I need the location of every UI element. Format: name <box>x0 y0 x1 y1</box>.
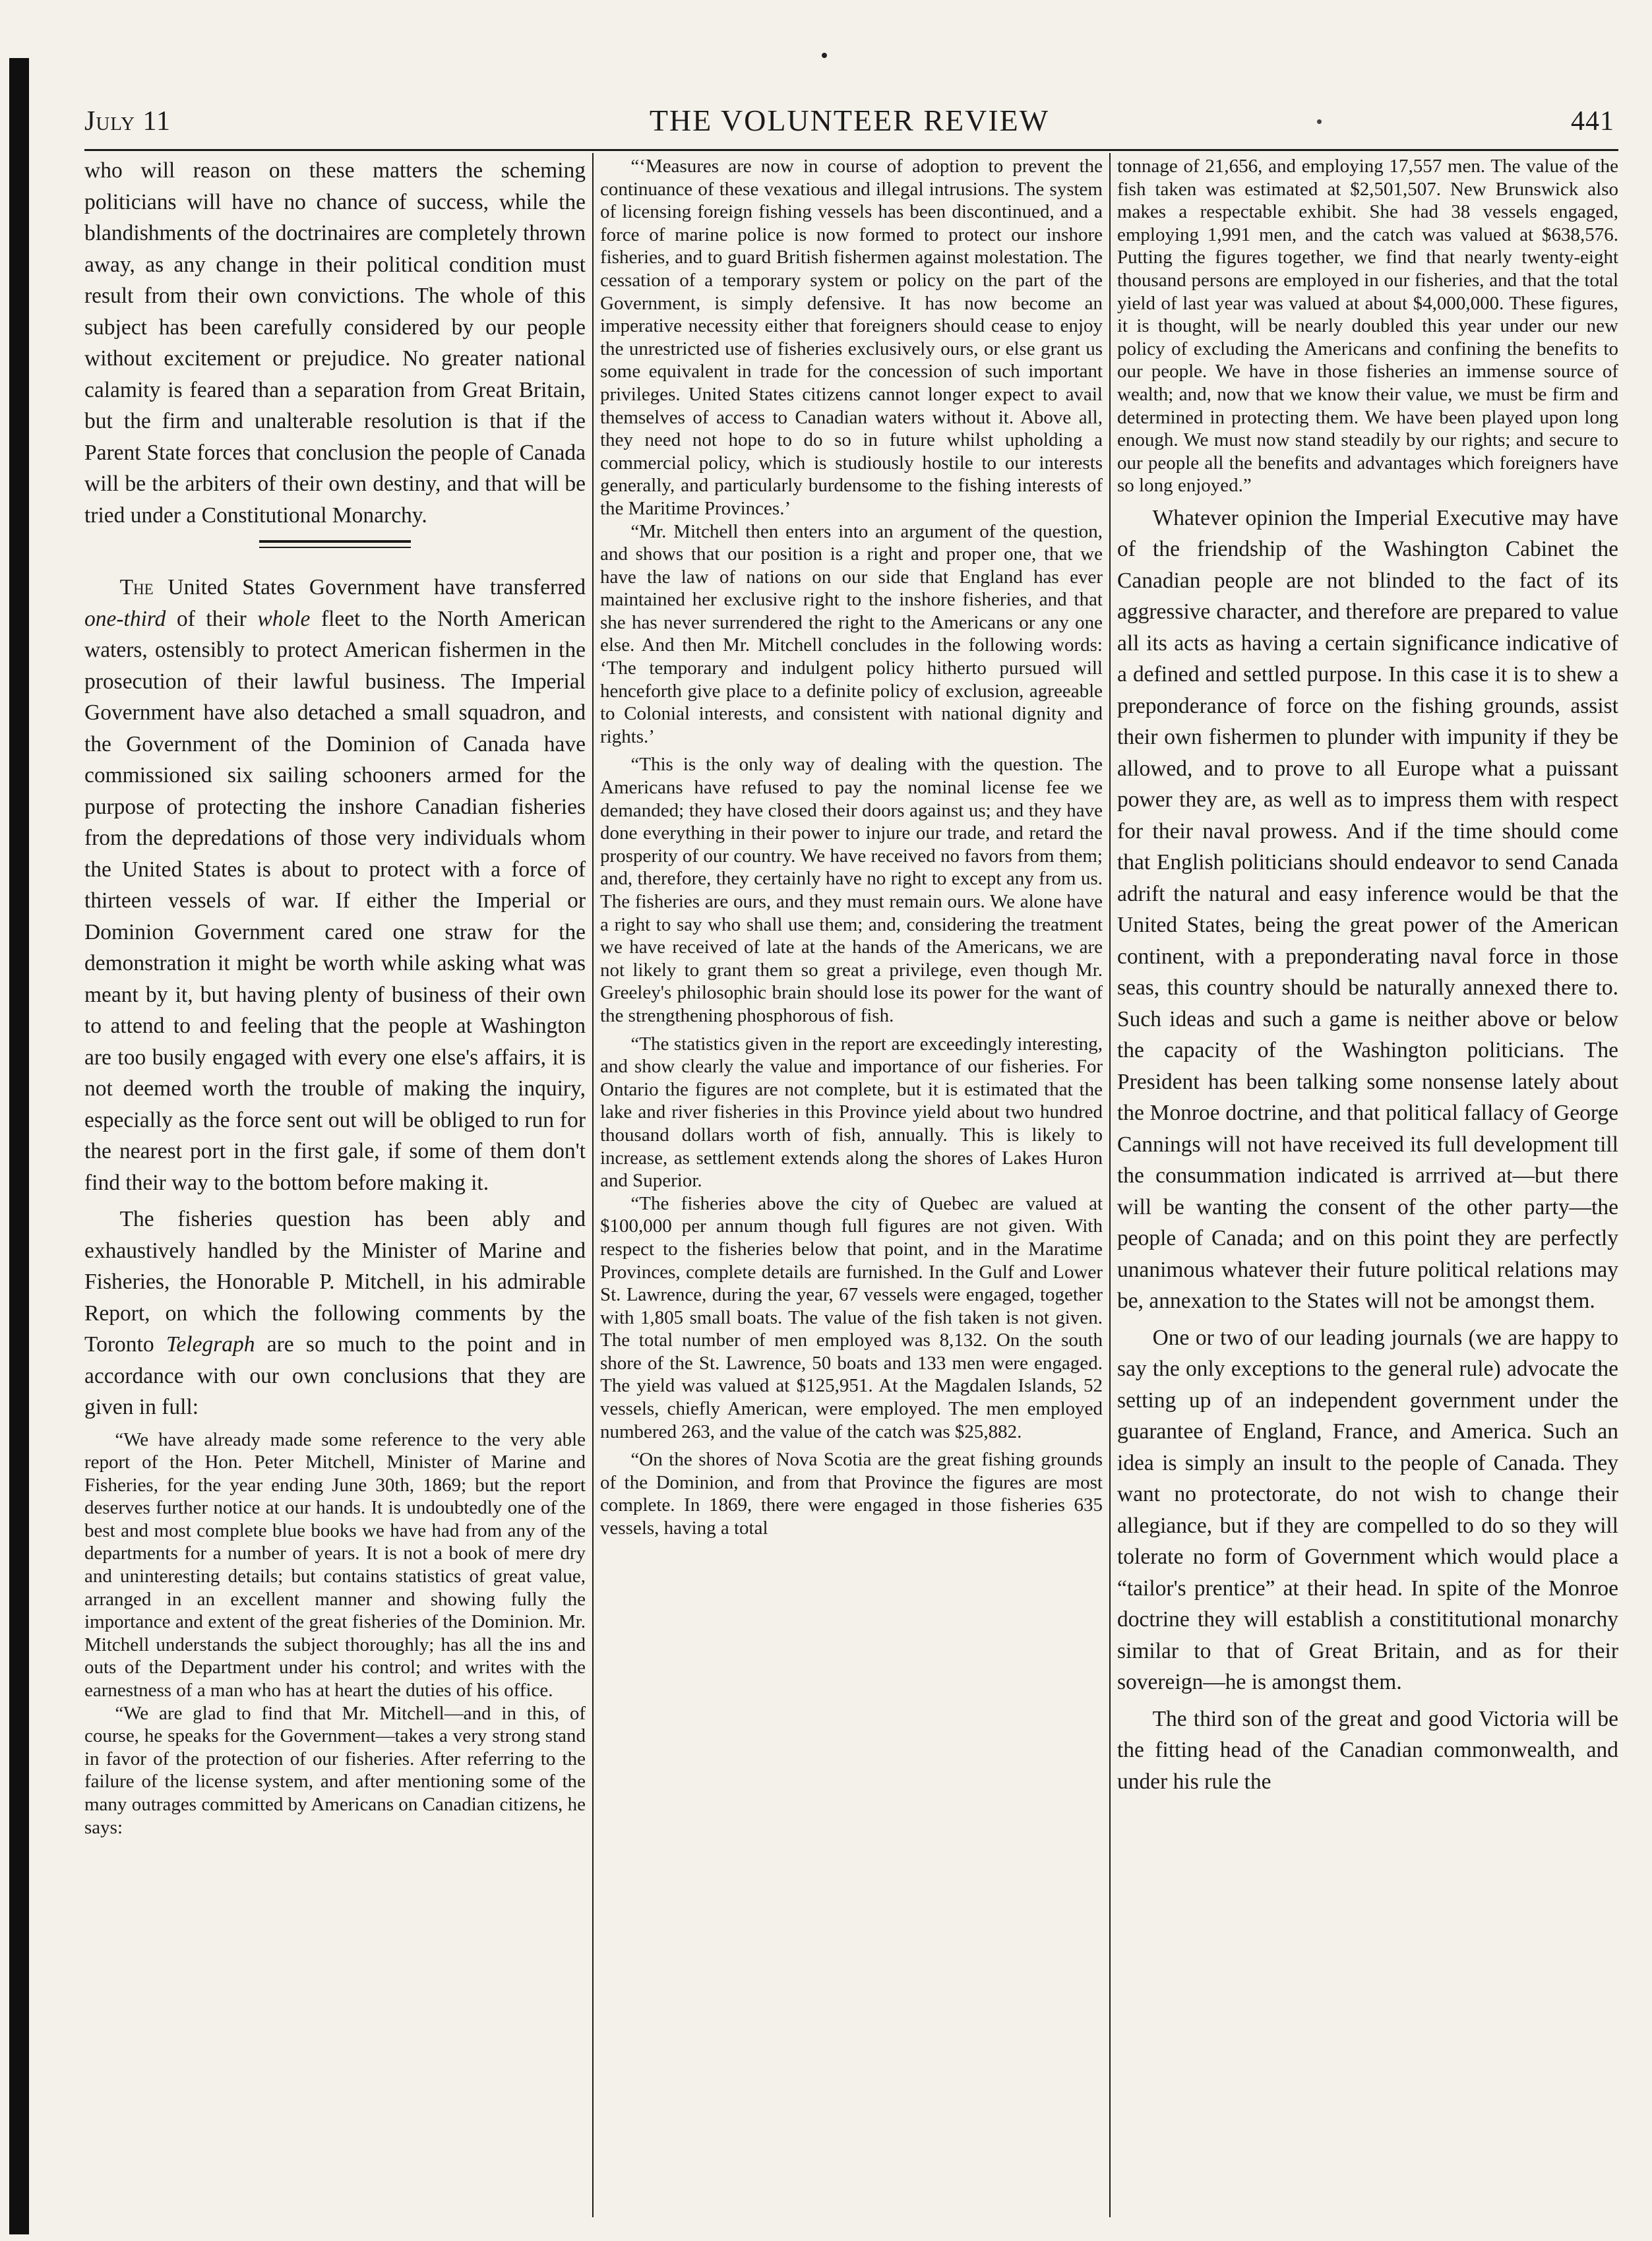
section-divider <box>259 540 411 548</box>
paragraph: The fisheries question has been ably and exhaustively handled by the Minister of Marine and Fisheries, the Honorable P. Mitchell, in his admirable Report, on which the following comments by the Toronto Telegraph are so much to the point and in accordance with our own conclusions that they are given in full: <box>84 1207 586 1419</box>
column-3 <box>1117 155 1618 2216</box>
page-header <box>84 99 1614 145</box>
quoted-paragraph: “Mr. Mitchell then enters into an argument of the question, and shows that our position is a right and proper one, that we have the law of nations on our side that England has ever maintained her exclusive right to the inshore fisheries, and that she has never surrendered the right to the Americans or any one else. And then Mr. Mitchell concludes in the following words: ‘The temporary and indulgent policy hitherto pursued will henceforth give place to a definite policy of exclusion, agreeable to Colonial interests, and consistent with national dignity and rights.’ <box>600 520 1103 747</box>
header-rule <box>84 149 1618 151</box>
paragraph: The third son of the great and good Victoria will be the fitting head of the Canadian commonwealth, and under his rule the <box>1117 1706 1618 1794</box>
quoted-paragraph: “We are glad to find that Mr. Mitchell—and in this, of course, he speaks for the Government—takes a very strong stand in favor of the protection of our fisheries. After referring to the failure of the license system, and after mentioning some of the many outrages committed by Americans on Canadian citizens, he says: <box>84 1702 586 1838</box>
column-1 <box>84 155 586 2216</box>
quoted-paragraph: “‘Measures are now in course of adoption to prevent the continuance of these vexatious and illegal intrusions. The system of licensing foreign fishing vessels has been discontinued, and a force of marine police is now formed to protect our inshore fisheries, and to guard British fishermen against molestation. The cessation of a temporary system or policy on the part of the Government, is simply defensive. It has now become an imperative necessity either that foreigners should cease to enjoy the unrestricted use of fisheries exclusively ours, or else grant us some equivalent in trade for the concession of such important privileges. United States citizens cannot longer expect to avail themselves of access to Canadian waters without it. Above all, they need not hope to do so in future whilst upholding a commercial policy, which is studiously hostile to our interests generally, and particularly burdensome to the fishing interests of the Maritime Provinces.’ <box>600 156 1103 519</box>
quoted-paragraph: “We have already made some reference to the very able report of the Hon. Peter Mitchell, Minister of Marine and Fisheries, for the year ending June 30th, 1869; but the report deserves further notice at our hands. It is undoubtedly one of the best and most complete blue books we have had from any of the departments for a number of years. It is not a book of mere dry and uninteresting details; but contains statistics of great value, arranged in an excellent manner and showing fully the importance and extent of the great fisheries of the Dominion. Mr. Mitchell understands the subject thoroughly; has all the ins and outs of the Department under his control; and writes with the earnestness of a man who has at heart the duties of his office. <box>84 1428 586 1702</box>
binding-edge <box>9 58 29 2234</box>
paragraph: The United States Government have transferred one-third of their whole fleet to the North American waters, ostensibly to protect American fishermen in the prosecution of their lawful business. The Imperial Government have also detached a small squadron, and the Government of the Dominion of Canada have commissioned six sailing schooners armed for the purpose of protecting the inshore Canadian fisheries from the depredations of those very individuals whom the United States is about to protect with a force of thirteen vessels of war. If either the Imperial or Dominion Government cared one straw for the demonstration it might be worth while asking what was meant by it, but having plenty of business of their own to attend to and feeling that the people at Washington are too busily engaged with every one else's affairs, it is not deemed worth the trouble of making the inquiry, especially as the force sent out will be obliged to run for the nearest port in the first gale, if some of them don't find their way to the bottom before making it. <box>84 575 586 1195</box>
column-2 <box>600 155 1103 2216</box>
quoted-paragraph: “On the shores of Nova Scotia are the great fishing grounds of the Dominion, and from that Province the figures are most complete. In 1869, there were engaged in those fisheries 635 vessels, having a total <box>600 1449 1103 1539</box>
publication-title: THE VOLUNTEER REVIEW <box>649 104 1050 137</box>
page-number: 441 <box>1571 106 1614 137</box>
quoted-paragraph: tonnage of 21,656, and employing 17,557 men. The value of the fish taken was estimated at $2,501,507. New Brunswick also makes a respectable exhibit. She had 38 vessels engaged, employing 1,991 men, and the catch was valued at $638,576. Putting the figures together, we find that nearly twenty-eight thousand persons are employed in our fisheries, and that the total yield of last year was valued at about $4,000,000. These figures, it is thought, will be nearly doubled this year under our new policy of excluding the Americans and confining the benefits to our people. We have in those fisheries an immense source of wealth; and, now that we know their value, we must be firm and determined in protecting them. We have been played upon long enough. We must now stand steadily by our rights; and secure to our people all the benefits and advantages which foreigners have so long enjoyed.” <box>1117 156 1618 497</box>
paragraph: Whatever opinion the Imperial Executive may have of the friendship of the Washington Cabinet the Canadian people are not blinded to the fact of its aggressive character, and therefore are prepared to value all its acts as having a certain significance indicative of a defined and settled purpose. In this case it is to shew a preponderance of force on the fishing grounds, assist their own fishermen to plunder with impunity if they be allowed, and to prove to all Europe what a puissant power they are, as well as to impress them with respect for their naval prowess. And if the time should come that English politicians should endeavor to send Canada adrift the natural and easy inference would be that the United States, being the great power of the American continent, with a preponderating naval force in those seas, this country should be naturally annexed there to. Such ideas and such a game is neither above or below the capacity of the Washington politicians. The President has been talking some nonsense lately about the Monroe doctrine, and that political fallacy of George Cannings will not have received its full development till the consummation indicated is arrrived at—but there will be wanting the consent of the other party—the people of Canada; and on this point they are perfectly unanimous whatever their future political relations may be, annexation to the States will not be amongst them. <box>1117 505 1618 1314</box>
column-rule <box>592 153 594 2217</box>
issue-date: July 11 <box>84 106 171 137</box>
ink-speck <box>822 53 827 58</box>
paragraph: One or two of our leading journals (we are happy to say the only exceptions to the general rule) advocate the setting up of an independent government under the guarantee of England, France, and America. Such an idea is simply an insult to the people of Canada. They want no protectorate, do not wish to change their allegiance, but if they are compelled to do so they will tolerate no form of Government which would place a “tailor's prentice” at their head. In spite of the Monroe doctrine they will establish a constititutional monarchy similar to that of Great Britain, and as for their sovereign—he is amongst them. <box>1117 1325 1618 1695</box>
quoted-paragraph: “The fisheries above the city of Quebec are valued at $100,000 per annum though full figures are not given. With respect to the fisheries below that point, and in the Maratime Provinces, complete details are furnished. In the Gulf and Lower St. Lawrence, during the year, 67 vessels were engaged, together with 1,805 small boats. The value of the fish taken is not given. The total number of men employed was 8,132. On the south shore of the St. Lawrence, 50 boats and 133 men were engaged. The yield was valued at $125,951. At the Magdalen Islands, 52 vessels, chiefly American, were employed. The men employed numbered 263, and the value of the catch was $25,882. <box>600 1192 1103 1442</box>
lead-word: The <box>119 575 154 599</box>
column-rule <box>1109 153 1111 2217</box>
quoted-paragraph: “The statistics given in the report are exceedingly interesting, and show clearly the value and importance of our fisheries. For Ontario the figures are not complete, but it is estimated that the lake and river fisheries in this Province yield about two hundred thousand dollars worth of fish, annually. This is likely to increase, as settlement extends along the shores of Lakes Huron and Superior. <box>600 1033 1103 1192</box>
quoted-paragraph: “This is the only way of dealing with the question. The Americans have refused to pay the nominal license fee we demanded; they have closed their doors against us; and they have done everything in their power to injure our trade, and retard the prosperity of our country. We have received no favors from them; and, therefore, they certainly have no right to except any from us. The fisheries are ours, and they must remain ours. We alone have a right to say who shall use them; and, considering the treatment we have received of late at the hands of the Americans, we are not likely to grant them so great a privilege, even though Mr. Greeley's philosophic brain should lose its power for the want of the strengthening phosphorous of fish. <box>600 754 1103 1026</box>
paragraph: who will reason on these matters the scheming politicians will have no chance of success, while the blandishments of the doctrinaires are completely thrown away, as any change in their political condition must result from their own convictions. The whole of this subject has been carefully considered by our people without excitement or prejudice. No greater national calamity is feared than a separation from Great Britain, but the firm and unalterable resolution is that if the Parent State forces that conclusion the people of Canada will be the arbiters of their own destiny, and that will be tried under a Constitutional Monarchy. <box>84 158 586 528</box>
